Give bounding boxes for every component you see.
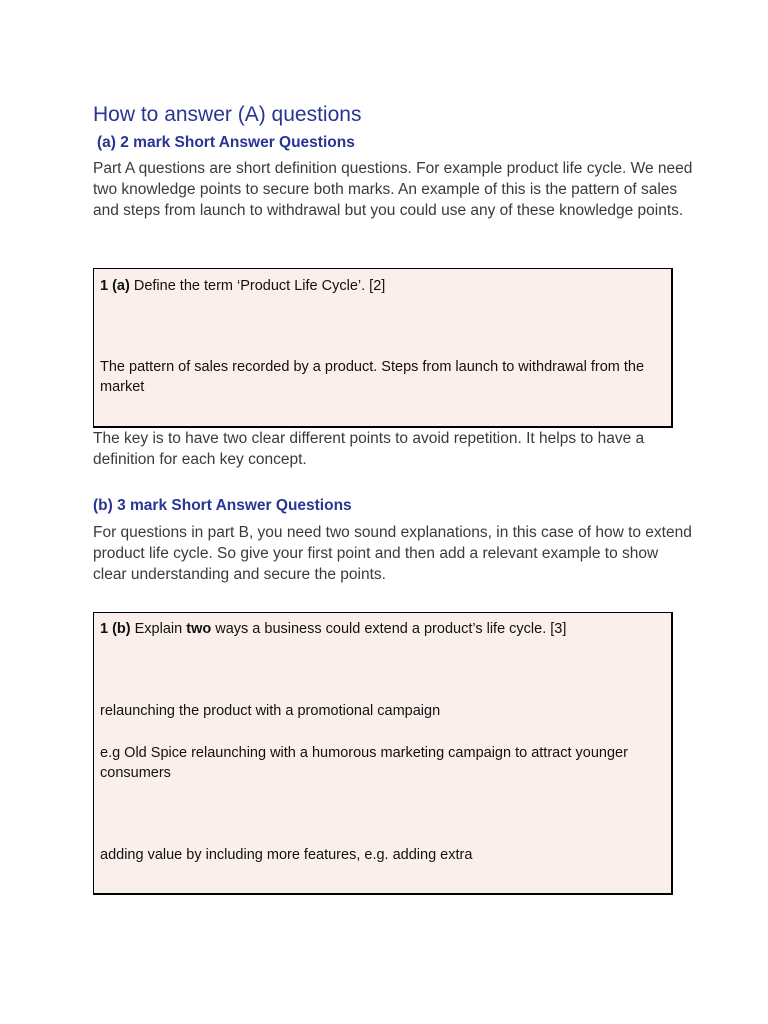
page-title: How to answer (A) questions <box>93 103 362 126</box>
question-b-text-post: ways a business could extend a product’s life cycle. [3] <box>211 621 567 637</box>
section-a-followup: The key is to have two clear different points to avoid repetition. It helps to have a definition for each key concept. <box>93 430 645 468</box>
question-a-answer: The pattern of sales recorded by a product. Steps from launch to withdrawal from the market <box>100 359 645 395</box>
question-a-text: Define the term ‘Product Life Cycle’. [2] <box>129 278 386 294</box>
section-a-heading: (a) 2 mark Short Answer Questions <box>97 134 355 151</box>
question-box-b <box>93 612 673 895</box>
question-a-number: 1 (a) <box>100 278 130 294</box>
question-b-answer-2: adding value by including more features, e.g. adding extra <box>100 847 473 863</box>
question-b-number: 1 (b) <box>100 621 131 637</box>
section-a-intro: Part A questions are short definition questions. For example product life cycle. We need two knowledge points to secure both marks. An example of this is the pattern of sales and steps from launch to withdrawal but you could use any of these knowledge points. <box>93 160 693 219</box>
question-box-a <box>93 268 673 428</box>
section-b-intro: For questions in part B, you need two sound explanations, in this case of how to extend product life cycle. So give your first point and then add a relevant example to show clear understanding and secure the points. <box>93 524 692 583</box>
question-b-text-bold: two <box>186 621 212 637</box>
question-a-prompt <box>100 277 663 297</box>
question-b-answer-1: relaunching the product with a promotional campaign <box>100 703 441 719</box>
question-b-answer-1-example: e.g Old Spice relaunching with a humorous marketing campaign to attract younger consumers <box>100 745 628 781</box>
section-b-heading: (b) 3 mark Short Answer Questions <box>93 497 352 514</box>
question-b-prompt <box>100 620 663 640</box>
question-b-text-pre: Explain <box>130 621 187 637</box>
